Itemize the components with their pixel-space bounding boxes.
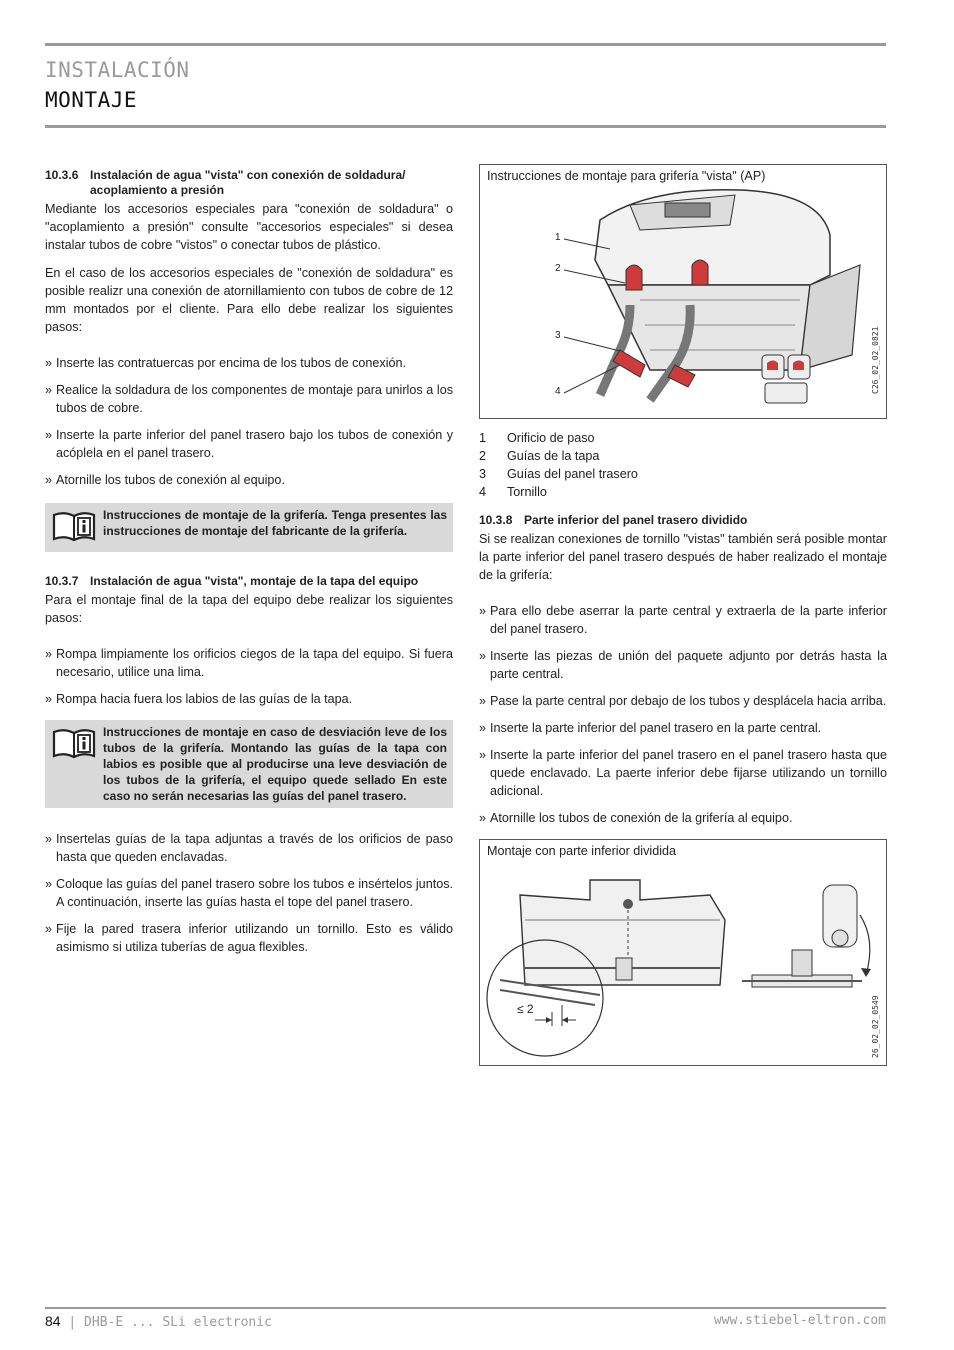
step-item: » Fije la pared trasera inferior utilizando un tornillo. Esto es válido asimismo si utiliza tuberías de agua flexibles.	[45, 920, 453, 956]
step-list	[479, 602, 887, 827]
step-list	[45, 354, 453, 489]
legend-item: 2 Guías de la tapa	[479, 449, 600, 463]
header-bottom-rule	[45, 125, 886, 128]
manual-info-icon	[51, 724, 103, 804]
note-text: Instrucciones de montaje en caso de desviación leve de los tubos de la grifería. Montando las guías de la tapa con labios es posible que al producirse una leve desviación de los tubos de la grifería, el equipo quede sellado En este caso no serán necesarias las guías del panel trasero.	[103, 725, 447, 803]
step-item: » Coloque las guías del panel trasero sobre los tubos e insértelos juntos. A continuación, inserte las guías hasta el tope del panel trasero.	[45, 875, 453, 911]
legend-item: 4 Tornillo	[479, 485, 547, 499]
step-item: » Inserte la parte inferior del panel trasero en el panel trasero hasta que quede enclavado. La paerte inferior debe fijarse utilizando un tornillo adicional.	[479, 746, 887, 800]
manual-info-icon	[51, 507, 103, 548]
legend-item: 1 Orificio de paso	[479, 431, 595, 445]
heading-text: Parte inferior del panel trasero dividido	[524, 513, 748, 527]
info-note	[45, 720, 453, 808]
figure-code: 26_02_02_0549	[871, 995, 880, 1058]
step-item: » Rompa limpiamente los orificios ciegos de la tapa del equipo. Si fuera necesario, utilice una lima.	[45, 645, 453, 681]
paragraph: Si se realizan conexiones de tornillo "vistas" también será posible montar la parte inferior del panel trasero después de haber realizado el montaje de la grifería:	[479, 532, 887, 582]
step-item: » Rompa hacia fuera los labios de las guías de la tapa.	[45, 690, 453, 708]
paragraph: Para el montaje final de la tapa del equipo debe realizar los siguientes pasos:	[45, 593, 453, 625]
step-item: » Realice la soldadura de los componentes de montaje para unirlos a los tubos de cobre.	[45, 381, 453, 417]
figure-caption: Instrucciones de montaje para grifería "vista" (AP)	[487, 169, 766, 183]
footer-left	[45, 1313, 272, 1330]
heading-number: 10.3.6	[45, 168, 79, 182]
step-item: » Pase la parte central por debajo de los tubos y desplácela hacia arriba.	[479, 692, 887, 710]
left-column	[45, 168, 453, 965]
footer-rule	[45, 1307, 886, 1309]
step-item: » Inserte la parte inferior del panel trasero bajo los tubos de conexión y acóplela en el panel trasero.	[45, 426, 453, 462]
heading-10-3-6	[45, 168, 453, 198]
heading-10-3-8	[479, 513, 887, 528]
page-title: MONTAJE	[45, 88, 138, 112]
callout-1: 1	[555, 232, 561, 243]
step-item: » Inserte la parte inferior del panel trasero en la parte central.	[479, 719, 887, 737]
figure-code: C26_02_02_0821	[871, 326, 880, 394]
paragraph: En el caso de los accesorios especiales de "conexión de soldadura" es posible realizr una conexión de atornillamiento con tubos de cobre de 12 mm montados por el cliente. Para ello debe realizar los siguientes pasos:	[45, 266, 453, 334]
step-item: » Atornille los tubos de conexión al equipo.	[45, 471, 453, 489]
note-text: Instrucciones de montaje de la grifería. Tenga presentes las instrucciones de montaje del fabricante de la grifería.	[103, 508, 447, 538]
step-item: » Para ello debe aserrar la parte central y extraerla de la parte inferior del panel trasero.	[479, 602, 887, 638]
right-column	[479, 164, 887, 1066]
device-mounting-illustration	[480, 165, 886, 418]
step-list	[45, 645, 453, 708]
callout-4: 4	[555, 386, 561, 397]
figure-caption: Montaje con parte inferior dividida	[487, 844, 677, 858]
heading-10-3-7	[45, 574, 453, 589]
section-title: INSTALACIÓN	[45, 58, 190, 82]
product-name: | DHB-E ... SLi electronic	[68, 1315, 272, 1330]
heading-number: 10.3.7	[45, 574, 79, 588]
figure-parte-inferior	[479, 839, 887, 1066]
header-top-rule	[45, 43, 886, 46]
legend-item: 3 Guías del panel trasero	[479, 467, 638, 481]
heading-text: Instalación de agua "vista", montaje de la tapa del equipo	[90, 574, 419, 588]
footer-url: www.stiebel-eltron.com	[713, 1313, 886, 1328]
callout-3: 3	[555, 330, 561, 341]
callout-2: 2	[555, 263, 561, 274]
split-panel-illustration	[480, 840, 886, 1065]
step-item: » Inserte las contratuercas por encima de los tubos de conexión.	[45, 354, 453, 372]
figure-legend	[479, 429, 887, 501]
step-item: » Insertelas guías de la tapa adjuntas a través de los orificios de paso hasta que queden enclavadas.	[45, 830, 453, 866]
paragraph: Mediante los accesorios especiales para "conexión de soldadura" o "acoplamiento a presión" consulte "accesorios especiales" si desea instalar tubos de cobre "vistos" o conectar tubos de plástico.	[45, 202, 453, 252]
info-note	[45, 503, 453, 552]
page-number: 84	[45, 1313, 61, 1329]
dimension-label: ≤ 2	[517, 1002, 534, 1016]
step-item: » Inserte las piezas de unión del paquete adjunto por detrás hasta la parte central.	[479, 647, 887, 683]
step-list	[45, 830, 453, 956]
heading-number: 10.3.8	[479, 513, 513, 527]
heading-text: Instalación de agua "vista" con conexión de soldadura/ acoplamiento a presión	[90, 168, 406, 197]
figure-griferia-vista	[479, 164, 887, 419]
step-item: » Atornille los tubos de conexión de la grifería al equipo.	[479, 809, 887, 827]
